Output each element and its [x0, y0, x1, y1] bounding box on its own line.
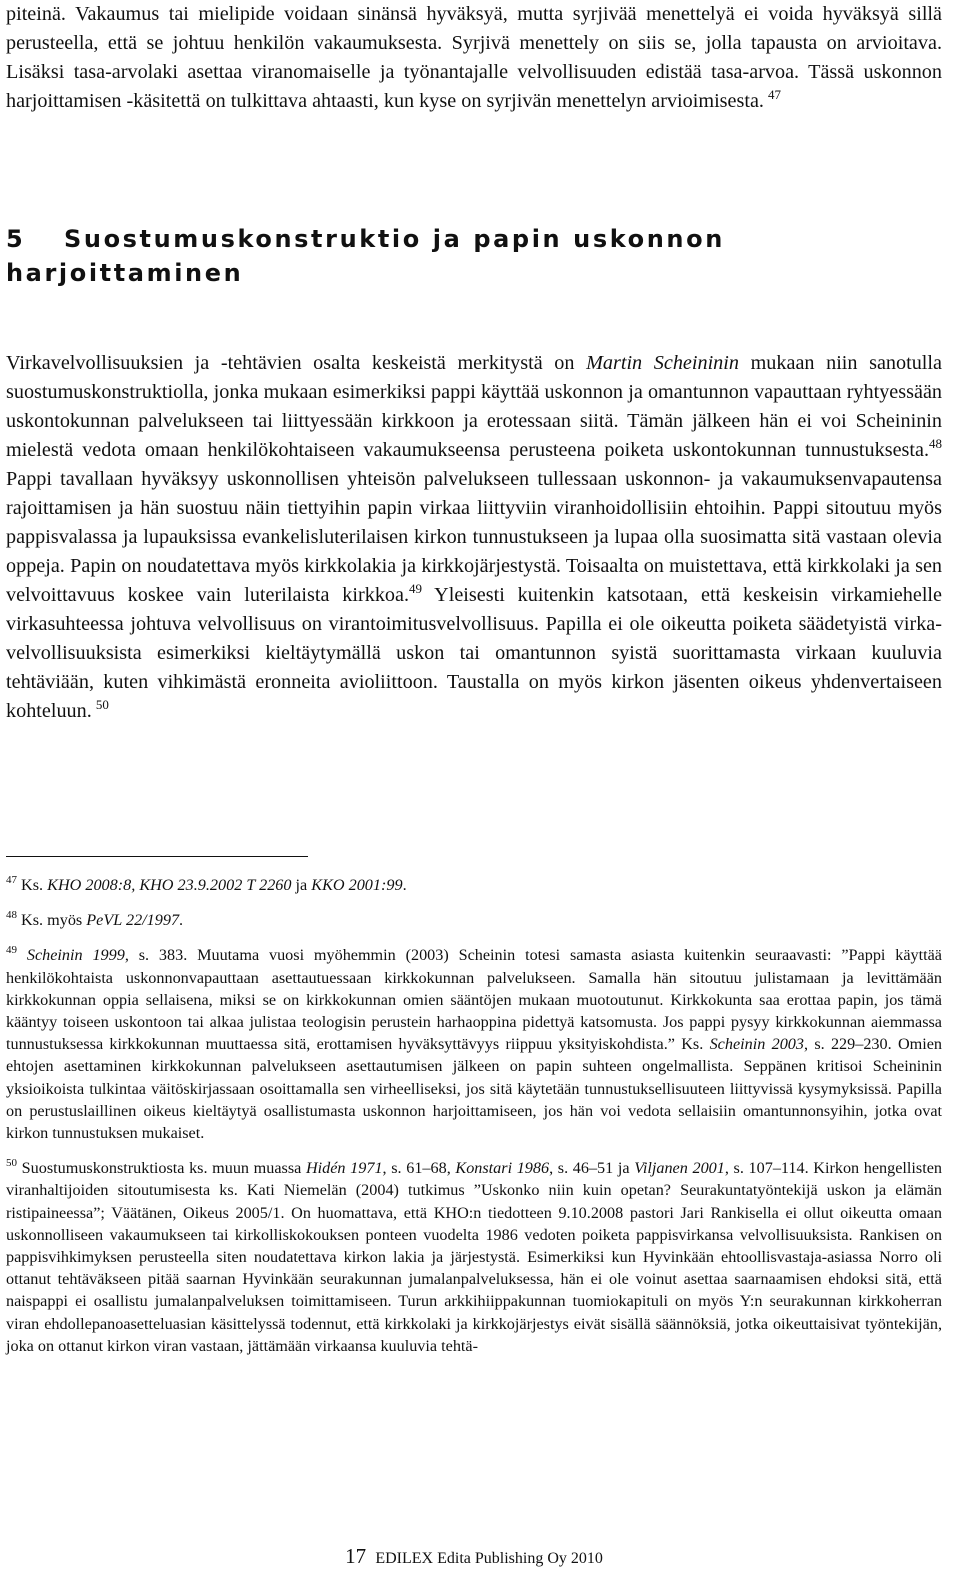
- footnote-ref-47[interactable]: 47: [768, 87, 782, 102]
- main-text-1a: Virkavelvollisuuksien ja -tehtävien osalta keskeistä merkitystä on: [6, 352, 587, 374]
- footnote-text: , s. 46–51 ja: [549, 1159, 635, 1178]
- page-number: 17: [345, 1544, 367, 1568]
- footnote-number: 49: [6, 944, 17, 957]
- intro-text: piteinä. Vakaumus tai mielipide voidaan sinänsä hyväksyä, mutta syrjivää menettelyä ei voida hyväksyä sillä perusteella, että se johtuu henkilön vakaumuksesta. Syrjivä menettely on siis se, jolla tapausta on arvioitava. Lisäksi tasa-arvolaki asettaa viranomaiselle ja työnantajalle velvollisuuden edistää tasa-arvoa. Tässä uskonnon harjoittamisen -käsitettä on tulkittava ahtaasti, kun kyse on syrjivän menettelyn arvioimisesta.: [6, 3, 942, 112]
- footnote-text: Ks. myös: [21, 911, 87, 930]
- footnote-text: Suostumuskonstruktiosta ks. muun muassa: [21, 1159, 306, 1178]
- footnote-number: 48: [6, 909, 17, 922]
- footnote-ref-49[interactable]: 49: [409, 581, 423, 596]
- footnote-text: ja: [291, 876, 312, 894]
- main-text-1b: mukaan niin sanotulla suostumuskonstruktiolla, jonka mukaan esimerkiksi pappi käyttää uskonnon ja omantunnon vapauttaan ryhtyessään uskontokunnan palvelukseen tai liittyessään kirkkoon ja erotessaan siitä. Tämän jälkeen hän ei voi Scheininin mielestä vedota omaan henkilökohtaiseen vakaumukseensa perusteena poiketa uskontokunnan tunnustuksesta.: [6, 352, 942, 461]
- footnote-number: 47: [6, 874, 17, 886]
- footnote-48: [6, 909, 942, 931]
- footnote-text: , s. 383. Muutama vuosi myöhemmin (2003) Scheinin totesi samasta asiasta kuitenkin seuraavasti: ”Pappi käyttää henkilökohtaista uskonnonvapauttaan asettautuessaan kirkkokunnan palvelukseen. Samalla hän sitoutuu julistamaan ja levittämään kirkkokunnan oppia sellaisena, miksi se on kirkkokunnan omien sääntöjen mukaan muotoutunut. Kirkkokunta saa erottaa papin, jos tämä kääntyy toiseen uskontoon tai alkaa julistaa teologisin perustein harhaoppina pidettyä katsomusta. Jos pappi pysyy kirkkokunnan aiemmassa tunnustuksessa kirkkokunnan muuttaessa sitä, erottamisen hyväksyttävyys riippuu yksityiskohdista.” Ks.: [6, 946, 942, 1054]
- footnote-text: , s. 61–68,: [382, 1159, 456, 1178]
- publisher-line: EDILEX Edita Publishing Oy 2010: [375, 1550, 603, 1567]
- literature-reference: Viljanen 2001: [634, 1159, 725, 1178]
- case-reference: KKO 2001:99: [311, 876, 403, 894]
- section-heading: [6, 222, 942, 290]
- footnote-ref-48[interactable]: 48: [929, 436, 942, 451]
- footnote-50: [6, 1157, 942, 1357]
- author-name: Martin Scheininin: [586, 352, 739, 374]
- footnotes: [6, 874, 942, 1370]
- footnote-text: , s. 107–114. Kirkon hengellisten viranhaltijoiden sitoutumisesta ks. Kati Niemelän (2004) tutkimus ”Uskonko niin kuin opetan? Seurakuntatyöntekijä uskon ja elämän ristipaineessa”; Väätänen, Oikeus 2005/1. On huomattava, että KHO:n tiedotteen 9.10.2008 pastori Jari Rankisella ei ollut oikeutta omaan uskonnolliseen vakaumukseen tai kirkolliskokouksen ponteen vuodelta 1986 vedoten poiketa pappisvirkansa velvollisuuksista. Rankisen on pappisvihkimyksen perusteella siten noudatettava kirkon lakia ja järjestystä. Esimerkiksi kun Hyvinkään ehtoollisvastaja-asiassa Norro oli ottanut tehtäväkseen pitää saarnan Hyvinkään seurakunnan jumalanpalveluksessa, hän ei ole voinut asettaa saarnaamisen ehdoksi sitä, että naispappi ei osallistu jumalanpalveluksen toimittamiseen. Turun arkkihiippakunnan tuomiokapituli on myös Y:n seurakunnan kirkkoherran viran ehdollepanoasetteluasian käsittelyssä todennut, että kirkkolaki ja kirkkojärjestys eivät sisällä säännöksiä, jotka oikeuttaisivat työntekijän, joka on ottanut kirkon viran vastaan, jättämään virkaansa kuuluvia tehtä-: [6, 1159, 942, 1355]
- literature-reference: Scheinin 1999: [26, 946, 125, 965]
- main-text-2: Pappi tavallaan hyväksyy uskonnollisen yhteisön palvelukseen tullessaan uskonnon- ja vakaumuksenvapautensa rajoittamisen ja hän suostuu näin tiettyihin papin virkaa liittyviin viranhoidollisiin ehtoihin. Pappi sitoutuu myös pappisvalassa ja lupauksissa evankelisluterilaisen kirkon tunnustukseen ja lupaa olla suosimatta sitä vastaan olevia oppeja. Papin on noudatettava myös kirkkolakia ja kirkkojärjestystä. Toisaalta on muistettava, että kirkkolaki ja sen velvoittavuus koskee vain luterilaista kirkkoa.: [6, 468, 942, 606]
- case-reference: KHO 2008:8, KHO 23.9.2002 T 2260: [47, 876, 292, 894]
- intro-paragraph: [6, 0, 942, 116]
- literature-reference: Scheinin 2003: [709, 1035, 804, 1054]
- footnote-49: [6, 944, 942, 1144]
- footnote-text: , s. 229–230. Omien ehtojen asettaminen kirkkokunnan palvelukseen asettautumisen jälkeen on papin suhteen ongelmallista. Seppänen kritisoi Scheininin yksioikoista tulkintaa väitöskirjassaan osoittamalla sen virheelliseksi, jos sitä käytetään tunnustuksellisuuteen liittyvissä kysymyksissä. Papilla on perustuslaillinen oikeus kieltäytyä osallistumasta uskonnon harjoittamiseen, jos hän voi vedota sellaisiin omantunnonsyihin, jotka ovat kirkon tunnustuksen mukaiset.: [6, 1035, 942, 1143]
- section-title: Suostumuskonstruktio ja papin uskonnon harjoittaminen: [6, 225, 725, 287]
- footnote-text: Ks.: [21, 876, 48, 894]
- literature-reference: Konstari 1986: [455, 1159, 550, 1178]
- page-footer: [6, 1544, 942, 1571]
- case-reference: PeVL 22/1997: [86, 911, 180, 930]
- section-number: 5: [6, 225, 23, 253]
- footnote-separator: [6, 856, 308, 857]
- footnote-number: 50: [6, 1157, 17, 1170]
- main-text-3: Yleisesti kuitenkin katsotaan, että keskeisin virkamiehelle virkasuhteessa johtuva velvollisuus on virantoimitusvelvollisuus. Papilla ei ole oikeutta poiketa säädetyistä virka-velvollisuuksista esimerkiksi kieltäytymällä uskon tai omantunnon syistä suorittamasta virkaan kuuluvia tehtäviään, kuten vihkimästä eronneita avioliittoon. Taustalla on myös kirkon jäsenten oikeus yhdenvertaiseen kohteluun.: [6, 584, 942, 722]
- literature-reference: Hidén 1971: [305, 1159, 383, 1178]
- main-paragraph: [6, 349, 942, 726]
- footnote-text: .: [179, 911, 184, 930]
- footnote-47: [6, 874, 942, 896]
- footnote-text: .: [402, 876, 407, 894]
- footnote-ref-50[interactable]: 50: [95, 697, 109, 712]
